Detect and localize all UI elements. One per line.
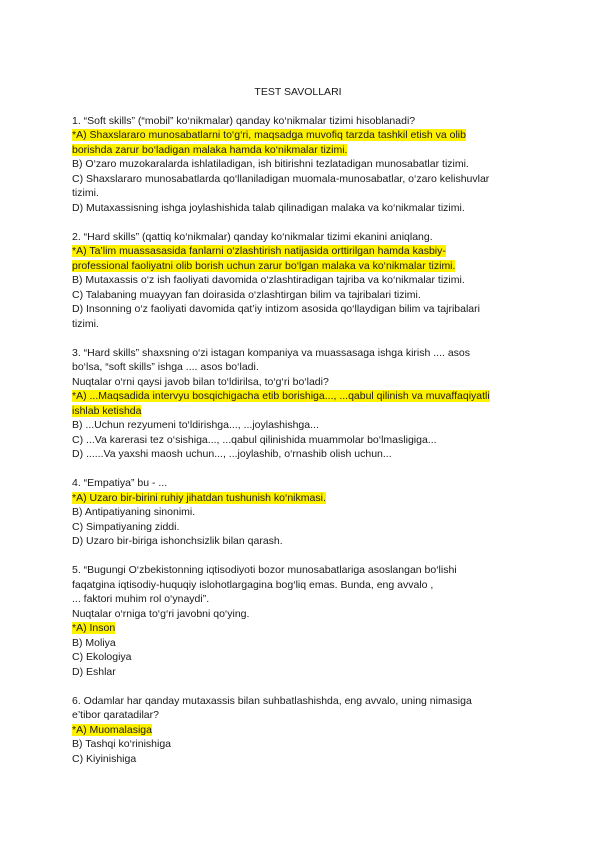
answer-option-d: D) ......Va yaxshi maosh uchun..., ...joylashib, o‘rnashib olish uchun...	[72, 448, 392, 460]
answer-option-b: B) Tashqi ko‘rinishiga	[72, 738, 172, 750]
question-text: 3. “Hard skills” shaxsning o‘zi istagan kompaniya va muassasaga ishga kirish .... asos bo‘lsa, “soft skills” ishga .... asos bo‘ladi.	[72, 346, 471, 373]
highlighted-answer: *A) Uzaro bir-birini ruhiy jihatdan tushunish ko‘nikmasi.	[72, 491, 326, 504]
answer-option-b: B) O‘zaro muzokaralarda ishlatiladigan, ish bitirishni tezlatadigan munosabatlar tizimi.	[72, 158, 469, 170]
question-1	[72, 114, 500, 216]
correct-answer	[72, 491, 500, 506]
answer-option-c: C) Kiyinishiga	[72, 752, 137, 765]
question-6	[72, 694, 500, 767]
answer-option-d: D) Eshlar	[72, 665, 116, 678]
question-text: 4. “Empatiya” bu - ...	[72, 477, 168, 489]
answer-option-c: C) Talabaning muayyan fan doirasida o‘zlashtirgan bilim va tajribalari tizimi.	[72, 288, 421, 301]
question-2	[72, 230, 500, 332]
correct-answer	[72, 128, 500, 157]
highlighted-answer: *A) ...Maqsadida intervyu bosqichigacha etib borishiga..., ...qabul qilinish va muvaffaqiyatli ishlab ketishda	[72, 390, 490, 417]
answer-option-c: C) Ekologiya	[72, 651, 132, 663]
answer-option-d: D) Uzaro bir-biriga ishonchsizlik bilan qarash.	[72, 535, 283, 547]
question-instruction: Nuqtalar o‘rni qaysi javob bilan to‘ldirilsa, to‘g‘ri bo‘ladi?	[72, 375, 329, 388]
question-3	[72, 346, 500, 462]
highlighted-answer: *A) Inson	[72, 622, 116, 634]
correct-answer	[72, 621, 500, 636]
document-title: TEST SAVOLLARI	[254, 86, 342, 98]
correct-answer	[72, 389, 500, 418]
answer-option-c: C) Simpatiyaning ziddi.	[72, 520, 180, 533]
highlighted-answer: *A) Shaxslararo munosabatlarni to‘g‘ri, maqsadga muvofiq tarzda tashkil etish va olib borishda zarur bo‘ladigan malaka hamda ko‘nikmalar tizimi.	[72, 129, 466, 156]
question-text: 6. Odamlar har qanday mutaxassis bilan suhbatlashishda, eng avvalo, uning nimasiga e’tibor qaratadilar?	[72, 694, 472, 721]
answer-option-b: B) ...Uchun rezyumeni to‘ldirishga..., ...joylashishga...	[72, 419, 319, 431]
answer-option-b: B) Moliya	[72, 636, 116, 649]
answer-option-c: C) Shaxslararo munosabatlarda qo‘llaniladigan muomala-munosabatlar, o‘zaro kelishuvlar tizimi.	[72, 172, 490, 199]
answer-option-d: D) Mutaxassisning ishga joylashishida talab qilinadigan malaka va ko‘nikmalar tizimi.	[72, 201, 465, 214]
answer-option-b: B) Mutaxassis o‘z ish faoliyati davomida o‘zlashtiradigan tajriba va ko‘nikmalar tizimi.	[72, 274, 465, 286]
answer-option-d: D) Insonning o‘z faoliyati davomida qat’iy intizom asosida qo‘llaydigan bilim va tajribalari tizimi.	[72, 303, 480, 330]
question-text: 2. “Hard skills” (qattiq ko‘nikmalar) qanday ko‘nikmalar tizimi ekanini aniqlang.	[72, 230, 433, 243]
highlighted-answer: *A) Ta’lim muassasasida fanlarni o‘zlashtirish natijasida orttirilgan hamda kasbiy-professional faoliyatni olib borish uchun zarur bo‘lgan malaka va ko‘nikmalar tizimi.	[72, 245, 456, 272]
question-instruction: Nuqtalar o‘rniga to‘g‘ri javobni qo‘ying.	[72, 607, 250, 620]
question-4	[72, 476, 500, 549]
answer-option-c: C) ...Va karerasi tez o‘sishiga..., ...qabul qilinishida muammolar bo‘lmasligiga...	[72, 433, 437, 446]
correct-answer	[72, 723, 500, 738]
question-text: 1. “Soft skills” (“mobil” ko‘nikmalar) qanday ko‘nikmalar tizimi hisoblanadi?	[72, 114, 416, 127]
correct-answer	[72, 244, 500, 273]
question-5	[72, 563, 500, 679]
highlighted-answer: *A) Muomalasiga	[72, 723, 152, 736]
answer-option-b: B) Antipatiyaning sinonimi.	[72, 506, 196, 518]
question-text: 5. “Bugungi O‘zbekistonning iqtisodiyoti bozor munosabatlariga asoslangan bo‘lishi faqatgina iqtisodiy-huquqiy islohotlargagina bog‘liq emas. Bunda, eng avvalo , ... faktori muhim rol o‘ynaydi”.	[72, 564, 492, 605]
